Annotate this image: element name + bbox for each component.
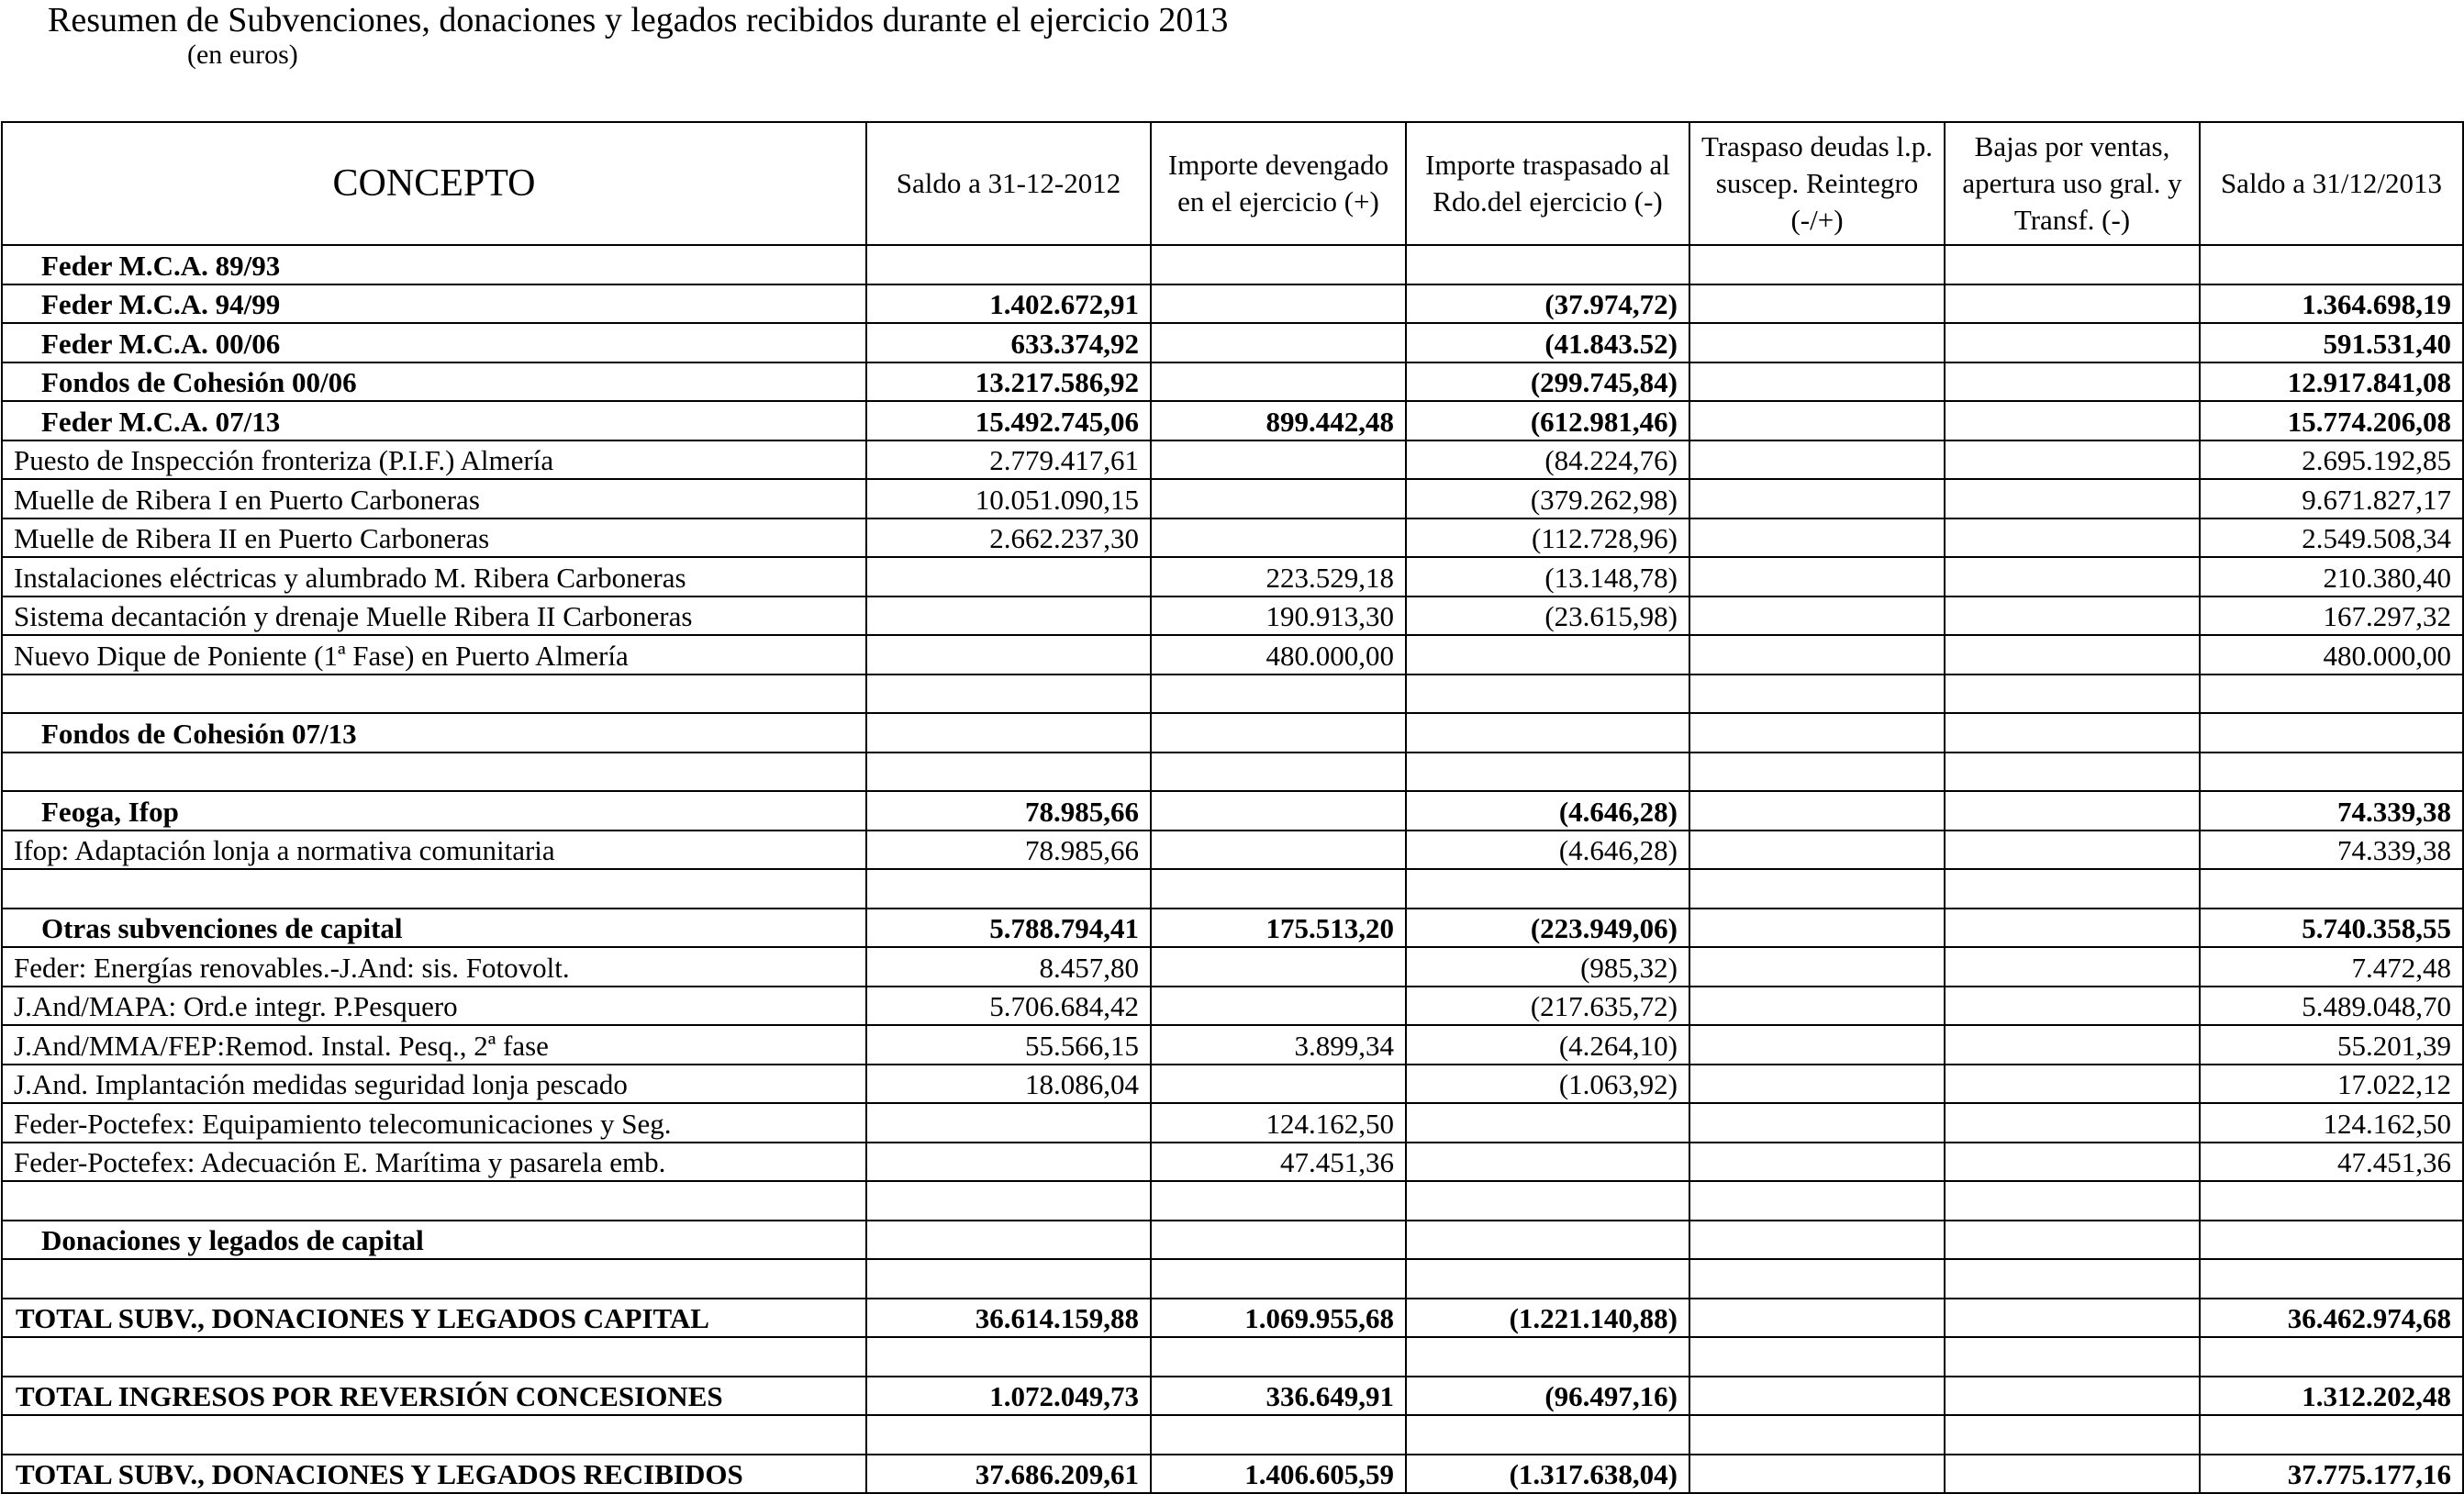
cell-bajas xyxy=(1945,1377,2200,1416)
cell-traspaso-deudas xyxy=(1689,596,1945,636)
cell-concepto: Feder: Energías renovables.-J.And: sis. Fotovolt. xyxy=(2,947,866,987)
cell-bajas xyxy=(1945,1337,2200,1377)
cell-concepto xyxy=(2,1181,866,1221)
table-row xyxy=(2,987,2463,1026)
total-row xyxy=(2,1299,2463,1338)
cell-traspaso-deudas xyxy=(1689,1377,1945,1416)
cell-traspaso-deudas xyxy=(1689,1337,1945,1377)
cell-saldo-2012 xyxy=(866,1181,1151,1221)
cell-traspasado xyxy=(1406,1143,1689,1182)
cell-concepto xyxy=(2,753,866,792)
table-row xyxy=(2,323,2463,362)
cell-saldo-2013 xyxy=(2200,1259,2463,1299)
cell-traspasado: (84.224,76) xyxy=(1406,440,1689,480)
header-concepto: CONCEPTO xyxy=(2,122,866,245)
cell-saldo-2012 xyxy=(866,1415,1151,1455)
cell-traspaso-deudas xyxy=(1689,1455,1945,1494)
table-row xyxy=(2,1065,2463,1104)
cell-bajas xyxy=(1945,362,2200,402)
cell-traspaso-deudas xyxy=(1689,831,1945,870)
cell-traspaso-deudas xyxy=(1689,1299,1945,1338)
table-body xyxy=(2,245,2463,1493)
cell-saldo-2013 xyxy=(2200,869,2463,909)
table-row xyxy=(2,440,2463,480)
cell-devengado: 480.000,00 xyxy=(1151,635,1406,675)
header-bajas: Bajas por ventas, apertura uso gral. y Transf. (-) xyxy=(1945,122,2200,245)
cell-saldo-2013: 74.339,38 xyxy=(2200,791,2463,831)
cell-concepto: TOTAL SUBV., DONACIONES Y LEGADOS RECIBIDOS xyxy=(2,1455,866,1494)
cell-traspaso-deudas xyxy=(1689,1181,1945,1221)
cell-saldo-2012: 2.662.237,30 xyxy=(866,518,1151,558)
cell-saldo-2013 xyxy=(2200,1415,2463,1455)
cell-traspasado: (223.949,06) xyxy=(1406,909,1689,948)
cell-saldo-2013: 591.531,40 xyxy=(2200,323,2463,362)
cell-traspasado xyxy=(1406,1415,1689,1455)
table-row xyxy=(2,518,2463,558)
cell-saldo-2012: 55.566,15 xyxy=(866,1025,1151,1065)
cell-bajas xyxy=(1945,596,2200,636)
cell-saldo-2012: 1.072.049,73 xyxy=(866,1377,1151,1416)
cell-saldo-2012: 18.086,04 xyxy=(866,1065,1151,1104)
cell-devengado xyxy=(1151,1259,1406,1299)
cell-concepto: Puesto de Inspección fronteriza (P.I.F.) Almería xyxy=(2,440,866,480)
cell-traspaso-deudas xyxy=(1689,245,1945,284)
cell-concepto: TOTAL SUBV., DONACIONES Y LEGADOS CAPITAL xyxy=(2,1299,866,1338)
cell-traspaso-deudas xyxy=(1689,869,1945,909)
cell-saldo-2013: 124.162,50 xyxy=(2200,1103,2463,1143)
blank-row xyxy=(2,675,2463,714)
cell-traspasado xyxy=(1406,1337,1689,1377)
cell-traspasado: (4.646,28) xyxy=(1406,791,1689,831)
cell-bajas xyxy=(1945,713,2200,753)
cell-bajas xyxy=(1945,1103,2200,1143)
cell-saldo-2012: 13.217.586,92 xyxy=(866,362,1151,402)
cell-traspasado: (112.728,96) xyxy=(1406,518,1689,558)
cell-traspasado: (13.148,78) xyxy=(1406,557,1689,596)
cell-traspasado xyxy=(1406,713,1689,753)
cell-traspaso-deudas xyxy=(1689,440,1945,480)
cell-saldo-2013: 74.339,38 xyxy=(2200,831,2463,870)
cell-saldo-2012: 36.614.159,88 xyxy=(866,1299,1151,1338)
cell-saldo-2013: 47.451,36 xyxy=(2200,1143,2463,1182)
cell-saldo-2013: 2.549.508,34 xyxy=(2200,518,2463,558)
table-row xyxy=(2,1143,2463,1182)
cell-traspasado: (379.262,98) xyxy=(1406,479,1689,518)
cell-devengado xyxy=(1151,1181,1406,1221)
cell-concepto xyxy=(2,675,866,714)
cell-bajas xyxy=(1945,284,2200,324)
cell-devengado: 899.442,48 xyxy=(1151,401,1406,440)
cell-devengado: 1.069.955,68 xyxy=(1151,1299,1406,1338)
cell-traspasado: (96.497,16) xyxy=(1406,1377,1689,1416)
cell-traspaso-deudas xyxy=(1689,1103,1945,1143)
cell-traspaso-deudas xyxy=(1689,284,1945,324)
header-traspasado: Importe traspasado al Rdo.del ejercicio (-) xyxy=(1406,122,1689,245)
cell-saldo-2013: 167.297,32 xyxy=(2200,596,2463,636)
cell-bajas xyxy=(1945,831,2200,870)
cell-bajas xyxy=(1945,1221,2200,1260)
cell-concepto: J.And. Implantación medidas seguridad lonja pescado xyxy=(2,1065,866,1104)
total-row xyxy=(2,1455,2463,1494)
cell-traspaso-deudas xyxy=(1689,323,1945,362)
cell-saldo-2013 xyxy=(2200,713,2463,753)
cell-concepto: Feder-Poctefex: Adecuación E. Marítima y pasarela emb. xyxy=(2,1143,866,1182)
cell-devengado: 175.513,20 xyxy=(1151,909,1406,948)
cell-saldo-2012: 2.779.417,61 xyxy=(866,440,1151,480)
cell-traspaso-deudas xyxy=(1689,635,1945,675)
cell-devengado xyxy=(1151,987,1406,1026)
cell-traspaso-deudas xyxy=(1689,987,1945,1026)
cell-concepto: Feder-Poctefex: Equipamiento telecomunicaciones y Seg. xyxy=(2,1103,866,1143)
cell-saldo-2012 xyxy=(866,1143,1151,1182)
total-row xyxy=(2,1377,2463,1416)
header-traspaso-deudas: Traspaso deudas l.p. suscep. Reintegro (-/+) xyxy=(1689,122,1945,245)
cell-bajas xyxy=(1945,479,2200,518)
cell-saldo-2012 xyxy=(866,245,1151,284)
cell-devengado xyxy=(1151,1221,1406,1260)
cell-traspaso-deudas xyxy=(1689,947,1945,987)
cell-concepto: TOTAL INGRESOS POR REVERSIÓN CONCESIONES xyxy=(2,1377,866,1416)
table-row xyxy=(2,635,2463,675)
cell-traspasado xyxy=(1406,1259,1689,1299)
cell-traspasado: (1.063,92) xyxy=(1406,1065,1689,1104)
cell-devengado: 47.451,36 xyxy=(1151,1143,1406,1182)
cell-bajas xyxy=(1945,245,2200,284)
cell-saldo-2013: 55.201,39 xyxy=(2200,1025,2463,1065)
cell-traspasado: (23.615,98) xyxy=(1406,596,1689,636)
cell-concepto: Otras subvenciones de capital xyxy=(2,909,866,948)
cell-devengado xyxy=(1151,245,1406,284)
header-devengado: Importe devengado en el ejercicio (+) xyxy=(1151,122,1406,245)
cell-saldo-2012 xyxy=(866,1221,1151,1260)
cell-traspasado: (1.317.638,04) xyxy=(1406,1455,1689,1494)
cell-saldo-2013 xyxy=(2200,675,2463,714)
cell-saldo-2012: 633.374,92 xyxy=(866,323,1151,362)
cell-saldo-2013: 15.774.206,08 xyxy=(2200,401,2463,440)
cell-traspasado: (4.264,10) xyxy=(1406,1025,1689,1065)
cell-devengado xyxy=(1151,831,1406,870)
cell-traspaso-deudas xyxy=(1689,401,1945,440)
table-row xyxy=(2,479,2463,518)
table-row xyxy=(2,831,2463,870)
cell-devengado: 1.406.605,59 xyxy=(1151,1455,1406,1494)
cell-concepto: Nuevo Dique de Poniente (1ª Fase) en Puerto Almería xyxy=(2,635,866,675)
cell-traspasado: (41.843.52) xyxy=(1406,323,1689,362)
cell-saldo-2012: 10.051.090,15 xyxy=(866,479,1151,518)
cell-concepto xyxy=(2,1337,866,1377)
cell-bajas xyxy=(1945,987,2200,1026)
cell-bajas xyxy=(1945,675,2200,714)
table-row xyxy=(2,909,2463,948)
cell-devengado xyxy=(1151,479,1406,518)
cell-saldo-2013: 36.462.974,68 xyxy=(2200,1299,2463,1338)
cell-bajas xyxy=(1945,635,2200,675)
table-row xyxy=(2,1103,2463,1143)
cell-saldo-2012: 5.706.684,42 xyxy=(866,987,1151,1026)
cell-bajas xyxy=(1945,1181,2200,1221)
table-row xyxy=(2,1025,2463,1065)
cell-bajas xyxy=(1945,909,2200,948)
cell-devengado xyxy=(1151,1337,1406,1377)
cell-saldo-2013: 5.489.048,70 xyxy=(2200,987,2463,1026)
cell-devengado xyxy=(1151,518,1406,558)
cell-devengado: 3.899,34 xyxy=(1151,1025,1406,1065)
cell-traspasado xyxy=(1406,675,1689,714)
table-row xyxy=(2,362,2463,402)
cell-saldo-2013 xyxy=(2200,1337,2463,1377)
cell-saldo-2013: 17.022,12 xyxy=(2200,1065,2463,1104)
cell-concepto: Feoga, Ifop xyxy=(2,791,866,831)
cell-saldo-2012: 15.492.745,06 xyxy=(866,401,1151,440)
cell-concepto xyxy=(2,1259,866,1299)
cell-devengado xyxy=(1151,1065,1406,1104)
cell-saldo-2012 xyxy=(866,713,1151,753)
table-row xyxy=(2,596,2463,636)
cell-devengado: 336.649,91 xyxy=(1151,1377,1406,1416)
cell-bajas xyxy=(1945,753,2200,792)
cell-devengado xyxy=(1151,362,1406,402)
cell-devengado xyxy=(1151,753,1406,792)
cell-bajas xyxy=(1945,1025,2200,1065)
cell-saldo-2012: 1.402.672,91 xyxy=(866,284,1151,324)
cell-bajas xyxy=(1945,1065,2200,1104)
cell-devengado xyxy=(1151,323,1406,362)
table-row xyxy=(2,947,2463,987)
cell-devengado xyxy=(1151,791,1406,831)
cell-traspasado xyxy=(1406,1103,1689,1143)
cell-concepto: J.And/MMA/FEP:Remod. Instal. Pesq., 2ª fase xyxy=(2,1025,866,1065)
cell-concepto: Feder M.C.A. 00/06 xyxy=(2,323,866,362)
table-header-row xyxy=(2,122,2463,245)
cell-saldo-2012 xyxy=(866,1337,1151,1377)
cell-concepto: Instalaciones eléctricas y alumbrado M. Ribera Carboneras xyxy=(2,557,866,596)
cell-traspaso-deudas xyxy=(1689,675,1945,714)
cell-devengado: 124.162,50 xyxy=(1151,1103,1406,1143)
cell-saldo-2012 xyxy=(866,1259,1151,1299)
cell-traspasado: (1.221.140,88) xyxy=(1406,1299,1689,1338)
cell-concepto: Feder M.C.A. 94/99 xyxy=(2,284,866,324)
cell-concepto: Fondos de Cohesión 00/06 xyxy=(2,362,866,402)
cell-saldo-2013: 37.775.177,16 xyxy=(2200,1455,2463,1494)
cell-bajas xyxy=(1945,557,2200,596)
cell-devengado xyxy=(1151,947,1406,987)
table-row xyxy=(2,557,2463,596)
table-row xyxy=(2,1221,2463,1260)
cell-traspasado: (985,32) xyxy=(1406,947,1689,987)
cell-traspaso-deudas xyxy=(1689,1025,1945,1065)
cell-saldo-2013: 1.364.698,19 xyxy=(2200,284,2463,324)
cell-bajas xyxy=(1945,1415,2200,1455)
cell-traspaso-deudas xyxy=(1689,713,1945,753)
document-title: Resumen de Subvenciones, donaciones y legados recibidos durante el ejercicio 2013 xyxy=(48,1,1229,39)
table-row xyxy=(2,401,2463,440)
cell-bajas xyxy=(1945,1455,2200,1494)
cell-saldo-2013 xyxy=(2200,245,2463,284)
cell-traspaso-deudas xyxy=(1689,909,1945,948)
cell-concepto: Muelle de Ribera II en Puerto Carboneras xyxy=(2,518,866,558)
cell-bajas xyxy=(1945,1299,2200,1338)
cell-concepto: Feder M.C.A. 07/13 xyxy=(2,401,866,440)
subvenciones-table xyxy=(1,121,2464,1494)
cell-saldo-2012 xyxy=(866,635,1151,675)
cell-traspaso-deudas xyxy=(1689,557,1945,596)
cell-saldo-2012: 78.985,66 xyxy=(866,791,1151,831)
cell-saldo-2012 xyxy=(866,869,1151,909)
cell-traspasado: (612.981,46) xyxy=(1406,401,1689,440)
cell-saldo-2013: 2.695.192,85 xyxy=(2200,440,2463,480)
blank-row xyxy=(2,753,2463,792)
cell-traspasado: (217.635,72) xyxy=(1406,987,1689,1026)
cell-traspaso-deudas xyxy=(1689,1259,1945,1299)
cell-saldo-2013: 480.000,00 xyxy=(2200,635,2463,675)
cell-traspaso-deudas xyxy=(1689,1221,1945,1260)
cell-saldo-2012: 37.686.209,61 xyxy=(866,1455,1151,1494)
cell-saldo-2012 xyxy=(866,675,1151,714)
cell-concepto xyxy=(2,869,866,909)
cell-bajas xyxy=(1945,791,2200,831)
cell-devengado: 223.529,18 xyxy=(1151,557,1406,596)
header-saldo-2013: Saldo a 31/12/2013 xyxy=(2200,122,2463,245)
cell-devengado: 190.913,30 xyxy=(1151,596,1406,636)
cell-traspasado: (4.646,28) xyxy=(1406,831,1689,870)
cell-bajas xyxy=(1945,518,2200,558)
cell-saldo-2012 xyxy=(866,596,1151,636)
cell-saldo-2013: 12.917.841,08 xyxy=(2200,362,2463,402)
cell-saldo-2013: 1.312.202,48 xyxy=(2200,1377,2463,1416)
blank-row xyxy=(2,1259,2463,1299)
cell-bajas xyxy=(1945,323,2200,362)
cell-concepto: Sistema decantación y drenaje Muelle Ribera II Carboneras xyxy=(2,596,866,636)
cell-traspaso-deudas xyxy=(1689,362,1945,402)
cell-traspaso-deudas xyxy=(1689,518,1945,558)
cell-saldo-2012: 78.985,66 xyxy=(866,831,1151,870)
cell-traspaso-deudas xyxy=(1689,1065,1945,1104)
cell-traspaso-deudas xyxy=(1689,1415,1945,1455)
cell-devengado xyxy=(1151,284,1406,324)
blank-row xyxy=(2,1415,2463,1455)
document-subtitle: (en euros) xyxy=(187,39,298,70)
cell-concepto xyxy=(2,1415,866,1455)
cell-traspasado xyxy=(1406,869,1689,909)
cell-traspaso-deudas xyxy=(1689,753,1945,792)
cell-devengado xyxy=(1151,440,1406,480)
cell-bajas xyxy=(1945,869,2200,909)
cell-bajas xyxy=(1945,1143,2200,1182)
table-row xyxy=(2,245,2463,284)
cell-concepto: Muelle de Ribera I en Puerto Carboneras xyxy=(2,479,866,518)
table-row xyxy=(2,713,2463,753)
cell-saldo-2013: 9.671.827,17 xyxy=(2200,479,2463,518)
blank-row xyxy=(2,1181,2463,1221)
cell-devengado xyxy=(1151,1415,1406,1455)
table-row xyxy=(2,284,2463,324)
cell-saldo-2012 xyxy=(866,753,1151,792)
cell-bajas xyxy=(1945,947,2200,987)
cell-concepto: Donaciones y legados de capital xyxy=(2,1221,866,1260)
cell-concepto: Ifop: Adaptación lonja a normativa comunitaria xyxy=(2,831,866,870)
header-saldo-2012: Saldo a 31-12-2012 xyxy=(866,122,1151,245)
cell-devengado xyxy=(1151,713,1406,753)
cell-concepto: J.And/MAPA: Ord.e integr. P.Pesquero xyxy=(2,987,866,1026)
cell-bajas xyxy=(1945,401,2200,440)
cell-concepto: Fondos de Cohesión 07/13 xyxy=(2,713,866,753)
blank-row xyxy=(2,869,2463,909)
cell-traspaso-deudas xyxy=(1689,1143,1945,1182)
cell-traspasado xyxy=(1406,1221,1689,1260)
cell-saldo-2013 xyxy=(2200,1181,2463,1221)
cell-bajas xyxy=(1945,440,2200,480)
cell-saldo-2013 xyxy=(2200,1221,2463,1260)
cell-saldo-2013: 210.380,40 xyxy=(2200,557,2463,596)
cell-saldo-2012: 8.457,80 xyxy=(866,947,1151,987)
cell-traspaso-deudas xyxy=(1689,479,1945,518)
cell-bajas xyxy=(1945,1259,2200,1299)
cell-concepto: Feder M.C.A. 89/93 xyxy=(2,245,866,284)
cell-saldo-2013: 7.472,48 xyxy=(2200,947,2463,987)
cell-saldo-2012 xyxy=(866,1103,1151,1143)
table-row xyxy=(2,791,2463,831)
cell-traspasado: (37.974,72) xyxy=(1406,284,1689,324)
cell-traspasado xyxy=(1406,1181,1689,1221)
cell-devengado xyxy=(1151,869,1406,909)
cell-traspasado xyxy=(1406,245,1689,284)
cell-traspasado xyxy=(1406,753,1689,792)
cell-traspasado: (299.745,84) xyxy=(1406,362,1689,402)
cell-saldo-2012: 5.788.794,41 xyxy=(866,909,1151,948)
cell-saldo-2012 xyxy=(866,557,1151,596)
blank-row xyxy=(2,1337,2463,1377)
cell-traspasado xyxy=(1406,635,1689,675)
cell-saldo-2013 xyxy=(2200,753,2463,792)
cell-traspaso-deudas xyxy=(1689,791,1945,831)
cell-devengado xyxy=(1151,675,1406,714)
cell-saldo-2013: 5.740.358,55 xyxy=(2200,909,2463,948)
